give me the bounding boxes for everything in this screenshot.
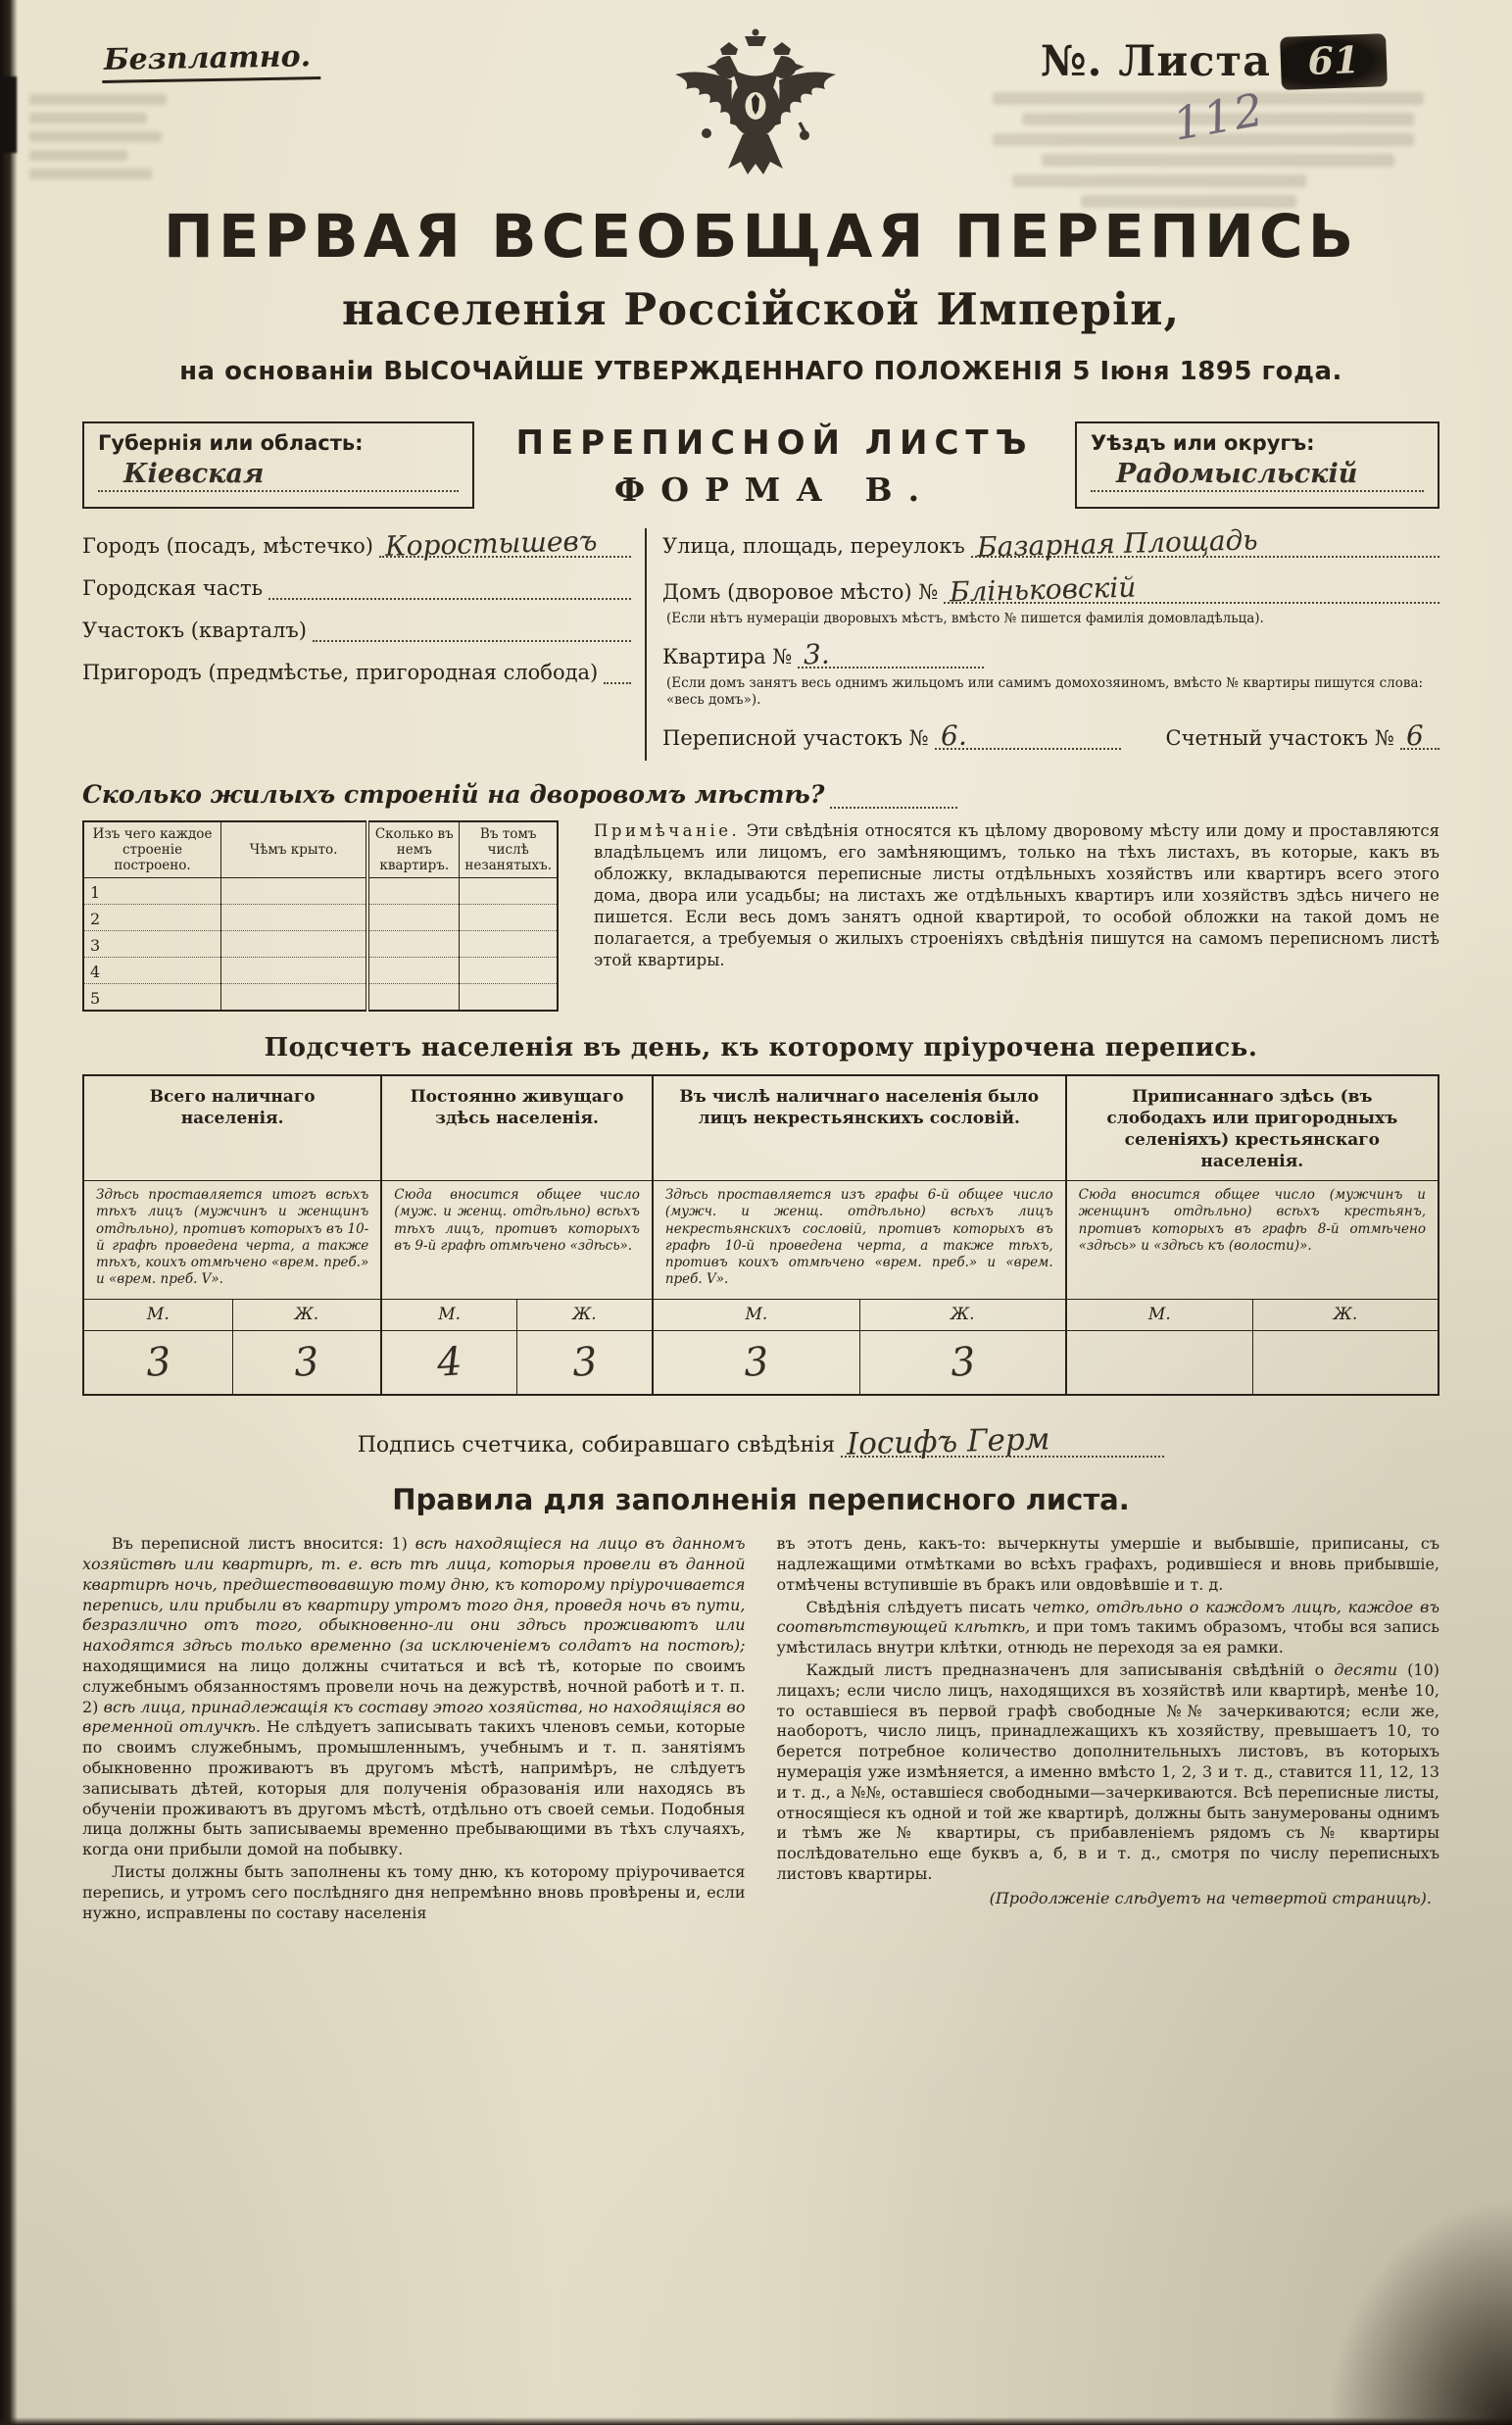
address-right-column: [662, 524, 1439, 767]
page-content: [0, 202, 1512, 1925]
group2-desc: Сюда вносится общее число (муж. и женщ. отдѣльно) всѣхъ тѣхъ лицъ, противъ которыхъ въ 9-й графѣ отмѣчено «здѣсь».: [381, 1181, 653, 1300]
rules-right-paragraph-1: въ этотъ день, какъ-то: вычеркнуты умершіе и выбывшіе, приписаны, съ надлежащими отмѣтками во всѣхъ графахъ, родившіеся и вновь прибывшіе, отмѣчены вступившіе въ бракъ или овдовѣвшіе и т. д.: [776, 1534, 1439, 1594]
male-header: М.: [83, 1299, 232, 1330]
buildings-note: Примѣчаніе. Эти свѣдѣнія относятся къ цѣлому дворовому мѣсту или дому и проставляются владѣльцемъ или лицомъ, его замѣняющимъ, только на тѣхъ листахъ, въ которые, какъ въ обложку, вкладываются переписные листы отдѣльныхъ хозяйствъ или квартиръ всего этого дома, двора или усадьбы; на листахъ же отдѣльныхъ квартиръ или хозяйствъ здѣсь ничего не пишется. Если весь домъ занятъ одной квартирой, то особой обложки на такой домъ не полагается, а требуемыя о жилыхъ строеніяхъ свѣдѣнія пишутся на самомъ переписномъ листѣ этой квартиры.: [594, 820, 1439, 970]
province-label: Губернія или область:: [98, 431, 364, 455]
street-fill-line: [971, 523, 1439, 564]
group4-male-value: [1066, 1330, 1253, 1395]
city-part-field: [82, 574, 631, 600]
group3-header: Въ числѣ наличнаго населенія было лицъ некрестьянскихъ сословій.: [653, 1075, 1066, 1181]
rules-columns: [82, 1534, 1439, 1925]
rules-right-paragraph-2: Свѣдѣнія слѣдуетъ писать четко, отдѣльно о каждомъ лицѣ, каждое въ соотвѣтствующей клѣткѣ, и при томъ такимъ образомъ, чтобы вся запись умѣстилась внутри клѣтки, отнюдь не переходя за ея рамки.: [776, 1597, 1439, 1658]
group1-header: Всего наличнаго населенія.: [83, 1075, 381, 1181]
col-vacant-header: Въ томъ числѣ незанятыхъ.: [460, 821, 558, 878]
page-header: [0, 0, 1512, 196]
buildings-table: [82, 820, 559, 1012]
population-count-title: Подсчетъ населенія въ день, къ которому пріурочена перепись.: [264, 1032, 1258, 1063]
group1-desc: Здѣсь проставляется итогъ всѣхъ тѣхъ лицъ (мужчинъ и женщинъ отдѣльно), противъ которыхъ въ 10-й графѣ проведена черта, а также тѣхъ, коихъ отмѣчено «врем. преб.» и «врем. преб. V».: [83, 1181, 381, 1300]
legal-basis-line: на основаніи ВЫСОЧАЙШЕ УТВЕРЖДЕННАГО ПОЛОЖЕНІЯ 5 Іюня 1895 года.: [179, 357, 1342, 386]
sheet-number-label: №. Листа: [1040, 37, 1271, 86]
signature-value: Іосифъ Герм: [846, 1421, 1051, 1462]
district-field: [1091, 459, 1424, 492]
section-label: Участокъ (кварталъ): [82, 619, 307, 642]
city-value: Коростышевъ: [384, 524, 598, 563]
apartment-fill-line: [798, 637, 984, 671]
group3-desc: Здѣсь проставляется изъ графы 6-й общее число (мужч. и женщ. отдѣльно) всѣхъ лицъ некрестьянскихъ сословій, противъ которыхъ въ графѣ 10-й проведена черта, а также тѣхъ, противъ коихъ отмѣчено «врем. преб.» и «врем. преб. V».: [653, 1181, 1066, 1300]
city-part-label: Городская часть: [82, 576, 264, 600]
buildings-table-row: 5: [83, 984, 558, 1011]
street-field: [662, 523, 1439, 564]
group2-male-value: 4: [381, 1330, 516, 1395]
address-block: [82, 524, 1439, 767]
house-fill-line: [944, 570, 1439, 609]
male-female-header-row: [83, 1299, 1439, 1330]
census-section-field: [662, 720, 1121, 750]
continuation-note: (Продолженіе слѣдуетъ на четвертой страницѣ).: [989, 1888, 1432, 1907]
population-table: [82, 1074, 1439, 1396]
signature-fill-line: [841, 1421, 1164, 1462]
address-left-column: [82, 524, 631, 767]
group1-male-value: 3: [83, 1330, 232, 1395]
census-sheet-title: ПЕРЕПИСНОЙ ЛИСТЪ: [515, 423, 1034, 463]
group4-header: Приписаннаго здѣсь (въ слободахъ или пригородныхъ селеніяхъ) крестьянскаго населенія.: [1066, 1075, 1439, 1181]
subtitle: населенія Россійской Имперіи,: [341, 283, 1181, 335]
province-value: Кіевская: [123, 459, 265, 489]
sheet-number-block: [1041, 35, 1387, 88]
address-divider: [645, 528, 647, 761]
group4-desc: Сюда вносится общее число (мужчинъ и женщинъ отдѣльно) всѣхъ крестьянъ, противъ которыхъ въ графѣ 8-й отмѣчено «здѣсь» и «здѣсь къ (волости)».: [1066, 1181, 1439, 1300]
form-title-block: [496, 421, 1053, 509]
house-note: (Если нѣтъ нумераціи дворовыхъ мѣстъ, вмѣсто № пишется фамилія домовладѣльца).: [666, 611, 1264, 626]
house-field: [662, 570, 1439, 609]
rules-left-paragraph-1: Въ переписной листъ вносится: 1) всѣ находящіеся на лицо въ данномъ хозяйствѣ или квартирѣ, т. е. всѣ тѣ лица, которыя провели въ данной квартирѣ ночь, предшествовавшую тому дню, къ которому пріурочивается перепись, или прибыли въ квартиру утромъ того дня, проведя ночь въ пути, безразлично отъ того, обыкновенно-ли они здѣсь проживаютъ или находятся здѣсь только временно (за исключеніемъ солдатъ на постоѣ); находящимися на лицо должны считаться и всѣ тѣ, которые по своимъ служебнымъ обязанностямъ провели ночь на дежурствѣ, ночной работѣ и т. п. 2) всѣ лица, принадлежащія къ составу этого хозяйства, но находящіяся во временной отлучкѣ. Не слѣдуетъ записывать такихъ членовъ семьи, которые по своимъ служебнымъ, промышленнымъ, учебнымъ и т. п. занятіямъ обыкновенно проживаютъ въ другомъ мѣстѣ, напримѣръ, не слѣдуетъ записывать дѣтей, которыя для полученія образованія или находясь въ обученіи проживаютъ въ другомъ мѣстѣ, отдѣльно отъ своей семьи. Подобныя лица должны быть записываемы временно пребывающими въ тѣхъ случаяхъ, когда они прибыли домой на побывку.: [82, 1534, 746, 1859]
buildings-table-row: 3: [83, 931, 558, 958]
sheet-number-smudge: [1280, 33, 1388, 90]
census-section-label: Переписной участокъ №: [662, 725, 929, 750]
female-header: Ж.: [859, 1299, 1065, 1330]
city-fill-line: [379, 524, 631, 563]
scan-edge-left: [0, 0, 18, 2425]
female-header: Ж.: [1252, 1299, 1439, 1330]
group3-female-value: 3: [859, 1330, 1065, 1395]
section-fill-line: [313, 617, 631, 642]
group2-female-value: 3: [517, 1330, 653, 1395]
suburb-label: Пригородъ (предмѣстье, пригородная слобода): [82, 661, 599, 684]
buildings-note-label: Примѣчаніе.: [594, 820, 741, 840]
col-roof-header: Чѣмъ крыто.: [221, 821, 368, 878]
apartment-value: 3.: [803, 637, 831, 671]
count-section-field: [1166, 720, 1440, 750]
male-header: М.: [1066, 1299, 1253, 1330]
imperial-double-eagle-icon: [665, 25, 846, 186]
signature-label: Подпись счетчика, собиравшаго свѣдѣнія: [357, 1433, 836, 1459]
form-letter: ФОРМА В.: [613, 470, 936, 509]
female-header: Ж.: [517, 1299, 653, 1330]
group4-female-value: [1252, 1330, 1439, 1395]
scan-shadow-bottom-right: [1326, 2200, 1512, 2425]
group3-male-value: 3: [653, 1330, 860, 1395]
apartment-note: (Если домъ занятъ весь однимъ жильцомъ или самимъ домохозяиномъ, вмѣсто № квартиры пишутся слова: «весь домъ»).: [666, 674, 1424, 708]
sheet-number-value: 61: [1306, 37, 1361, 83]
house-value: Бліньковскій: [949, 570, 1137, 609]
population-description-row: [83, 1181, 1439, 1300]
population-values-row: [83, 1330, 1439, 1395]
main-title: ПЕРВАЯ ВСЕОБЩАЯ ПЕРЕПИСЬ: [163, 202, 1359, 272]
rules-right-column: [777, 1534, 1440, 1925]
population-header-row: [83, 1075, 1439, 1181]
province-field: [98, 459, 459, 492]
house-label: Домъ (дворовое мѣсто) №: [662, 580, 939, 604]
rules-right-paragraph-3: Каждый листъ предназначенъ для записыванія свѣдѣній о десяти (10) лицахъ; если число лицъ, находящихся въ хозяйствѣ или квартирѣ, менѣе 10, то оставшіеся въ первой графѣ свободные №№ зачеркиваются; если же, наоборотъ, число лицъ, принадлежащихъ къ хозяйству, превышаетъ 10, то берется потребное количество дополнительныхъ листовъ, въ которыхъ нумерація уже измѣняется, а именно вмѣсто 1, 2, 3 и т. д., ставится 11, 12, 13 и т. д., а №№, оставшіеся свободными—зачеркиваются. Всѣ переписные листы, относящіеся къ одной и той же квартирѣ, должны быть занумерованы однимъ и тѣмъ же № квартиры, съ прибавленіемъ рядомъ съ № квартиры послѣдовательно еще буквъ а, б, в и т. д., смотря по числу переписныхъ листовъ квартиры.: [776, 1659, 1440, 1883]
section-field: [82, 617, 631, 642]
group1-female-value: 3: [232, 1330, 381, 1395]
female-header: Ж.: [232, 1299, 381, 1330]
district-box: [1075, 421, 1439, 509]
col-apartments-header: Сколько въ немъ квартиръ.: [367, 821, 460, 878]
pencil-number: 112: [1169, 82, 1269, 151]
buildings-table-row: 4: [83, 958, 558, 984]
count-section-label: Счетный участокъ №: [1165, 725, 1394, 750]
census-section-fill: [935, 720, 1121, 750]
apartment-label: Квартира №: [662, 644, 793, 668]
buildings-question-fill: [830, 801, 957, 809]
rules-left-column: [82, 1534, 746, 1925]
rules-left-paragraph-2: Листы должны быть заполнены къ тому дню, къ которому пріурочивается перепись, и утромъ сего послѣдняго дня непремѣнно вновь провѣрены и, если нужно, исправлены по составу населенія: [82, 1861, 746, 1922]
apartment-field: [662, 637, 1439, 671]
city-part-fill-line: [268, 574, 631, 600]
count-section-value: 6: [1405, 718, 1424, 752]
census-section-value: 6.: [940, 718, 967, 752]
male-header: М.: [381, 1299, 516, 1330]
rules-title: Правила для заполненія переписного листа.: [392, 1483, 1130, 1517]
count-section-fill: [1400, 720, 1439, 750]
form-head: [82, 421, 1439, 509]
province-box: [82, 421, 474, 509]
group2-header: Постоянно живущаго здѣсь населенія.: [381, 1075, 653, 1181]
district-label: Уѣздъ или округъ:: [1091, 431, 1315, 455]
buildings-table-row: 2: [83, 905, 558, 931]
buildings-row: [82, 820, 1439, 1012]
district-value: Радомысльскій: [1116, 459, 1358, 489]
buildings-question: Сколько жилыхъ строеній на дворовомъ мѣстѣ?: [82, 780, 1439, 809]
buildings-table-row: 1: [83, 878, 558, 905]
male-header: М.: [653, 1299, 860, 1330]
street-value: Базарная Площадь: [976, 523, 1258, 564]
street-label: Улица, площадь, переулокъ: [662, 534, 965, 558]
suburb-fill-line: [604, 659, 631, 684]
census-sections-row: [662, 720, 1439, 750]
scan-edge-bottom: [0, 2417, 1512, 2425]
suburb-field: [82, 659, 631, 684]
col-material-header: Изъ чего каждое строеніе построено.: [83, 821, 221, 878]
city-field: [82, 524, 631, 563]
free-of-charge-label: Безплатно.: [102, 39, 321, 83]
city-label: Городъ (посадъ, мѣстечко): [82, 534, 374, 558]
enumerator-signature-row: [82, 1421, 1439, 1462]
